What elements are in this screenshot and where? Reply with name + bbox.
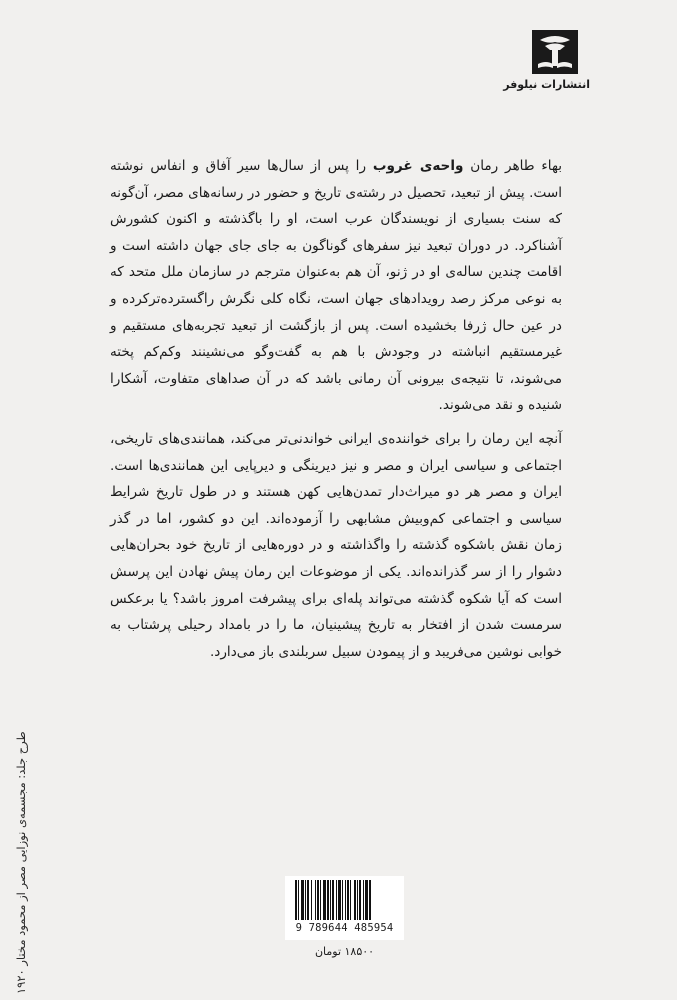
back-cover-blurb bbox=[110, 153, 562, 665]
blurb-text-1: را پس از سال‌ها سیر آفاق و انفاس نوشته است. پیش از تبعید، تحصیل در رشته‌ی تاریخ و حضور در رسانه‌های مصر، آن‌گونه که سنت بسیاری از نویسندگان عرب است، او را باگذشته و اکنون کشورش آشناکرد. در دوران تبعید نیز سفرهای گوناگون به جای جای جهان داشته است و اقامت چندین ساله‌ی او در ژنو، آن هم به‌عنوان مترجم در سازمان ملل متحد که به نوعی مرکز رصد رویدادهای جهان است، نگاه کلی نگرش راگسترده‌ترکرده و در عین حال ژرفا بخشیده است. پس از بازگشت از تبعید تجربه‌های مستقیم و غیرمستقیم انباشته در وجودش با هم به گفت‌وگو می‌نشینند وکم‌کم پخته می‌شوند، تا نتیجه‌ی بیرونی آن رمانی باشد که در آن صداهای متفاوت، آشکارا شنیده و نقد می‌شوند. bbox=[110, 158, 562, 414]
isbn-barcode bbox=[285, 876, 404, 940]
blurb-paragraph-1 bbox=[110, 153, 562, 419]
barcode-number: 9 789644 485954 bbox=[295, 922, 394, 934]
barcode-bars bbox=[295, 880, 394, 922]
publisher-name: انتشارات نیلوفر bbox=[503, 78, 590, 91]
blurb-paragraph-2: آنچه این رمان را برای خواننده‌ی ایرانی خواندنی‌تر می‌کند، همانندی‌های تاریخی، اجتماعی و سیاسی ایران و مصر و نیز دیرینگی و دیرپایی این همانندی‌ها است. ایران و مصر هر دو میراث‌دار تمدن‌هایی کهن هستند و در طول تاریخ شرایط سیاسی و اجتماعی کم‌وبیش مشابهی را آزموده‌اند. این دو کشور، اما در گذر زمان نقش باشکوه گذشته را واگذاشته و در دوره‌هایی از تاریخ خود بحران‌هایی دشوار را از سر گذرانده‌اند. یکی از موضوعات این رمان پیش نهادن این پرسش است که آیا شکوه گذشته می‌تواند پله‌ای برای پیشرفت امروز باشد؟ یا برعکس سرمست شدن از افتخار به تاریخ پیشینیان، ما را در بامداد رحیلی پرشتاب به خوابی نوشین می‌فریبد و از پیمودن سبیل سربلندی باز می‌دارد. bbox=[110, 430, 562, 660]
book-title: واحه‌ی غروب bbox=[372, 158, 464, 174]
cover-design-credit: طرح جلد: مجسمه‌ی نوزایی مصر از محمود مختار ۱۹۲۰ bbox=[14, 731, 28, 994]
blurb-intro: بهاء طاهر رمان bbox=[463, 158, 562, 174]
lotus-book-icon bbox=[532, 30, 578, 74]
price-label: ۱۸۵۰۰ تومان bbox=[314, 945, 375, 958]
publisher-logo bbox=[503, 30, 590, 91]
